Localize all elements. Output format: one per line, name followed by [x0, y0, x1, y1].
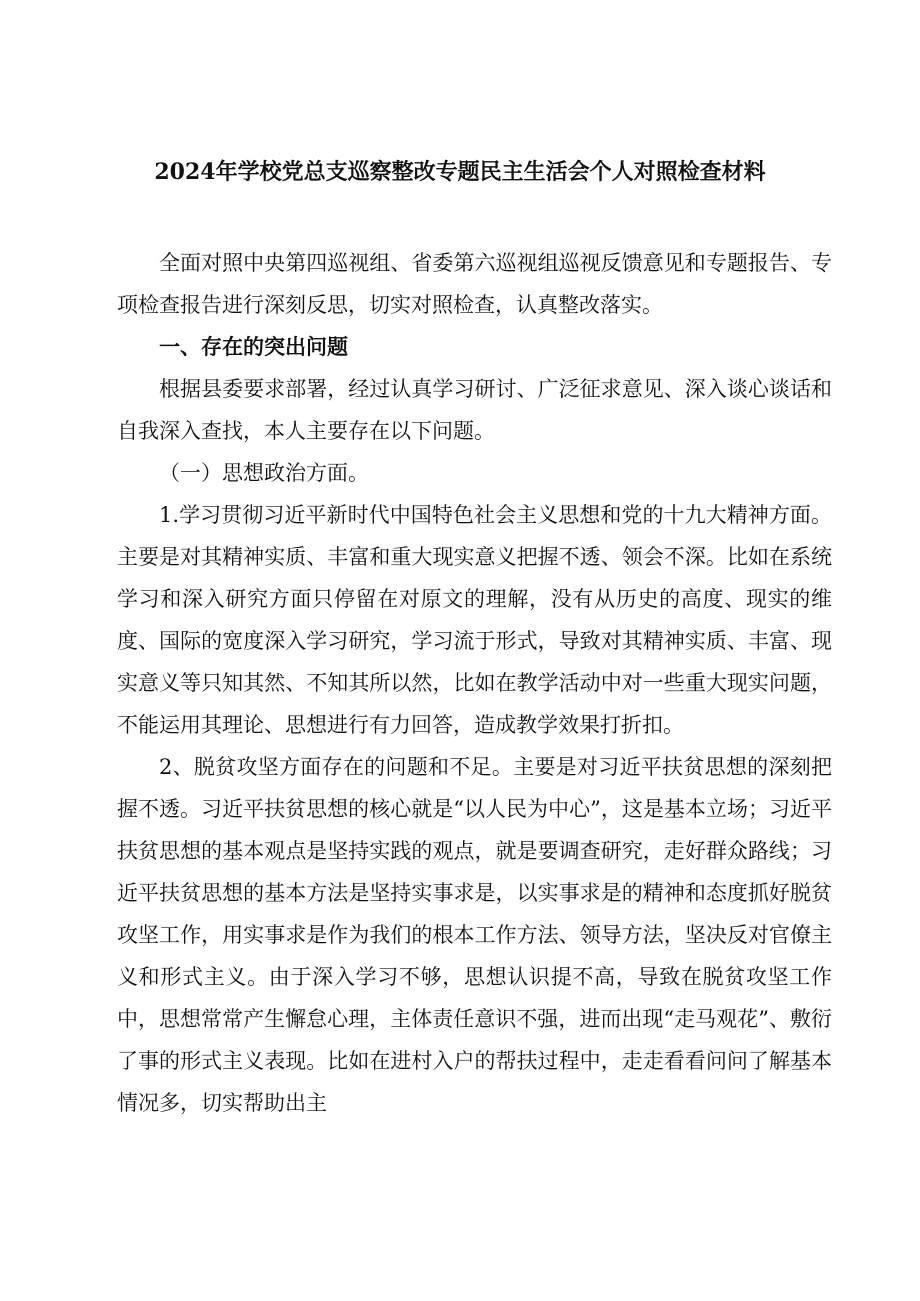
- document-body: [117, 242, 832, 1124]
- document-title: 2024年学校党总支巡察整改专题民主生活会个人对照检查材料: [154, 159, 766, 185]
- section-intro-paragraph: 根据县委要求部署，经过认真学习研讨、广泛征求意见、深入谈心谈话和自我深入查找，本人主要存在以下问题。: [117, 377, 832, 443]
- item-2-paragraph: 2、脱贫攻坚方面存在的问题和不足。主要是对习近平扶贫思想的深刻把握不透。习近平扶贫思想的核心就是“以人民为中心”，这是基本立场；习近平扶贫思想的基本观点是坚持实践的观点，就是要调查研究，走好群众路线；习近平扶贫思想的基本方法是坚持实事求是，以实事求是的精神和态度抓好脱贫攻坚工作，用实事求是作为我们的根本工作方法、领导方法，坚决反对官僚主义和形式主义。由于深入学习不够，思想认识提不高，导致在脱贫攻坚工作中，思想常常产生懈怠心理，主体责任意识不强，进而出现“走马观花”、敷衍了事的形式主义表现。比如在进村入户的帮扶过程中，走走看看问问了解基本情况多，切实帮助出主: [117, 755, 832, 1115]
- item-1-paragraph: 1.学习贯彻习近平新时代中国特色社会主义思想和党的十九大精神方面。主要是对其精神实质、丰富和重大现实意义把握不透、领会不深。比如在系统学习和深入研究方面只停留在对原文的理解，没有从历史的高度、现实的维度、国际的宽度深入学习研究，学习流于形式，导致对其精神实质、丰富、现实意义等只知其然、不知其所以然，比如在教学活动中对一些重大现实问题，不能运用其理论、思想进行有力回答，造成教学效果打折扣。: [117, 503, 832, 737]
- subsection-heading-ideology: （一）思想政治方面。: [159, 461, 369, 485]
- intro-paragraph: 全面对照中央第四巡视组、省委第六巡视组巡视反馈意见和专题报告、专项检查报告进行深刻反思，切实对照检查，认真整改落实。: [117, 251, 832, 317]
- section-heading-problems: 一、存在的突出问题: [159, 335, 348, 359]
